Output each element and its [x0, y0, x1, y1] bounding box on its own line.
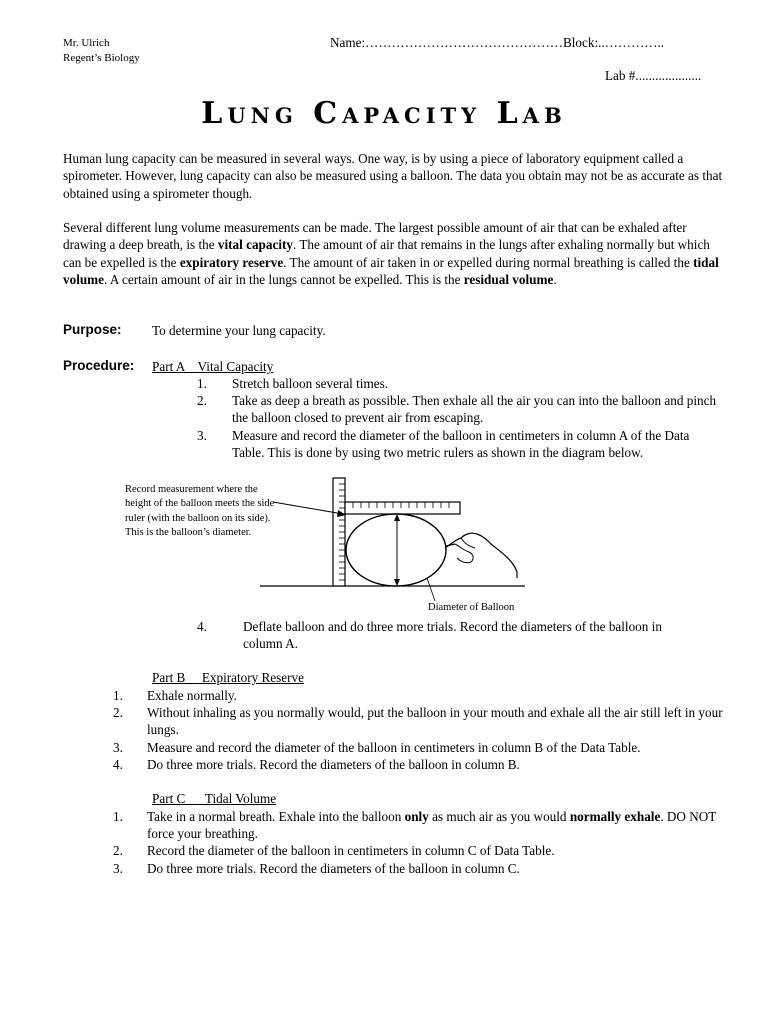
step-text: Take as deep a breath as possible. Then exhale all the air you can into the balloon and pinch the balloon closed to prevent air from escaping. [232, 393, 717, 426]
teacher-name: Mr. Ulrich [63, 37, 110, 49]
step-text [147, 809, 716, 841]
step-number: 3. [113, 860, 123, 876]
step-text: Deflate balloon and do three more trials. Record the diameters of the balloon in column A. [243, 619, 662, 652]
diagram-caption: Diameter of Balloon [428, 602, 515, 613]
list-item [113, 842, 723, 859]
balloon-measurement-diagram [255, 474, 545, 620]
definitions-text-2: . The amount of air that remains in the lungs after exhaling normally but which can be expelled is the [63, 237, 710, 270]
step-number: 2. [197, 393, 207, 409]
page-title: Lung Capacity Lab [201, 96, 567, 131]
step-number: 4. [113, 756, 123, 772]
procedure-label: Procedure: [63, 358, 135, 373]
step-text-part: as much air as you would [428, 809, 570, 824]
part-b-steps [113, 687, 723, 773]
hand-outline [445, 533, 517, 578]
step-number: 2. [113, 705, 123, 721]
part-a-step-4 [197, 618, 697, 652]
step-text-part: Take in a normal breath. Exhale into the balloon [147, 809, 405, 824]
step-number: 2. [113, 843, 123, 859]
course-name: Regent’s Biology [63, 52, 140, 64]
part-b-heading: Part B Expiratory Reserve [152, 670, 304, 685]
intro-paragraph: Human lung capacity can be measured in several ways. One way, is by using a piece of laboratory equipment called a spirometer. However, lung capacity can also be measured using a balloon. The data you obtain may not be as accurate as that obtained using a spirometer though. [63, 151, 723, 201]
purpose-text: To determine your lung capacity. [152, 323, 326, 338]
part-c-heading: Part C Tidal Volume [152, 791, 277, 806]
list-item [197, 618, 697, 652]
term-expiratory-reserve: expiratory reserve [179, 254, 284, 270]
step-text: Measure and record the diameter of the balloon in centimeters in column B of the Data Table. [147, 739, 641, 755]
emphasis-normally-exhale: normally exhale [569, 809, 661, 824]
step-number: 3. [113, 739, 123, 755]
step-number: 4. [197, 619, 207, 634]
step-text: Record the diameter of the balloon in centimeters in column C of Data Table. [147, 843, 555, 859]
part-c-steps [113, 808, 723, 877]
horizontal-ruler [345, 502, 460, 514]
step-number: 1. [113, 809, 123, 824]
list-item [113, 808, 723, 842]
step-text: Stretch balloon several times. [232, 376, 389, 391]
term-vital-capacity: vital capacity [217, 237, 293, 253]
balloon [346, 514, 446, 586]
diagram-note: Record measurement where the height of the balloon meets the side ruler (with the balloon on its side). This is the balloon’s diameter. [125, 484, 275, 539]
step-text: Exhale normally. [147, 688, 237, 703]
list-item [113, 756, 723, 773]
step-text: Measure and record the diameter of the balloon in centimeters in column A of the Data Table. This is done by using two metric rulers as shown in the diagram below. [232, 427, 690, 460]
name-block-field: Name:………………………………………Block:..………….. [330, 35, 665, 50]
list-item [113, 704, 723, 738]
definitions-paragraph [63, 219, 723, 288]
step-number: 3. [197, 427, 207, 443]
step-text-part: . DO NOT force your breathing. [147, 809, 717, 842]
definitions-text-5: . [553, 271, 557, 287]
list-item [113, 687, 723, 704]
part-a-heading: Part A Vital Capacity [152, 359, 274, 374]
step-number: 1. [113, 688, 123, 703]
list-item [197, 375, 717, 392]
emphasis-only: only [404, 809, 429, 824]
term-residual-volume: residual volume [463, 271, 554, 287]
definitions-text-4: . A certain amount of air in the lungs cannot be expelled. This is the [104, 271, 464, 287]
step-text: Without inhaling as you normally would, put the balloon in your mouth and exhale all the air still left in your lungs. [147, 705, 723, 738]
part-a-steps [197, 375, 717, 461]
lab-number-field: Lab #.................... [605, 68, 702, 83]
list-item [197, 427, 717, 461]
list-item [113, 739, 723, 756]
step-number: 1. [197, 376, 207, 391]
purpose-label: Purpose: [63, 322, 122, 337]
definitions-text-3: . The amount of air taken in or expelled during normal breathing is called the [283, 254, 694, 270]
step-text: Do three more trials. Record the diameters of the balloon in column B. [147, 756, 520, 772]
term-tidal-volume: tidal volume [63, 254, 719, 287]
step-text: Do three more trials. Record the diameters of the balloon in column C. [147, 860, 520, 876]
list-item [197, 392, 717, 426]
list-item [113, 860, 723, 877]
definitions-text-1: Several different lung volume measurements can be made. The largest possible amount of air that can be exhaled after drawing a deep breath, is the [63, 220, 687, 253]
